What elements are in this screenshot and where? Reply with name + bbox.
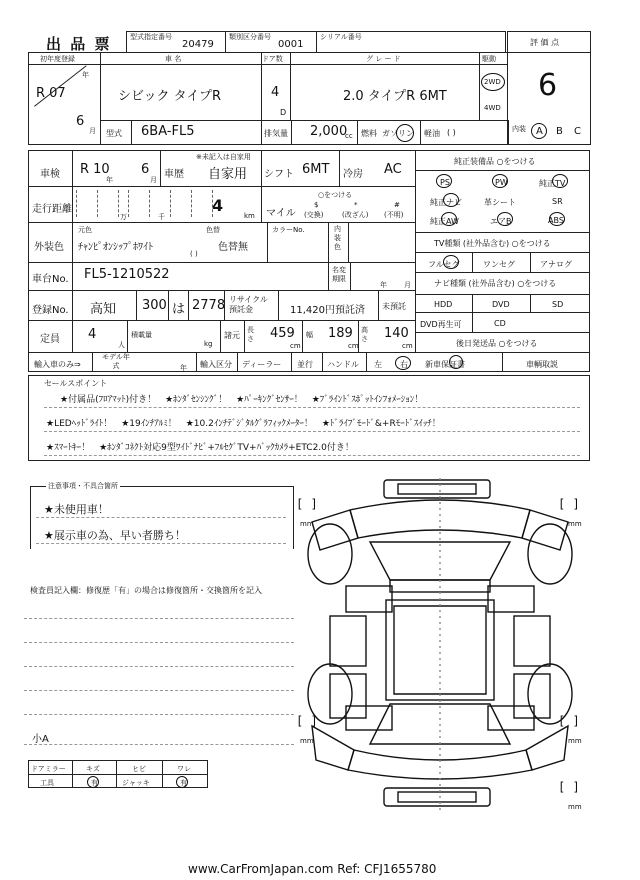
color-change: 色替無 (218, 242, 248, 253)
class-no-label: 類別区分番号 (229, 33, 271, 41)
grade-label: グ レ ー ド (366, 55, 401, 63)
shift: 6MT (302, 162, 330, 177)
score-label: 評 価 点 (530, 38, 560, 47)
form-title: 出 品 票 (46, 35, 112, 53)
car-damage-diagram (290, 470, 590, 820)
width: 189 (328, 326, 353, 341)
recycle-fee: 11,420円預託済 (290, 305, 365, 316)
serial-label: シリアル番号 (320, 33, 362, 41)
footer-watermark: www.CarFromJapan.com Ref: CFJ1655780 (188, 862, 437, 876)
sales-label: セールスポイント (44, 379, 108, 388)
first-reg-era: R 07 (36, 86, 66, 101)
later-items-label: 後日発送品 ○をつける (456, 339, 538, 348)
length: 459 (270, 326, 295, 341)
drive-2wd: 2WD (484, 78, 501, 86)
capacity: 4 (88, 327, 97, 342)
fuel-gasoline: ガソリン (382, 129, 414, 138)
original-color: ﾁｬﾝﾋﾟｵﾝｼｯﾌﾟﾎﾜｲﾄ (78, 242, 153, 253)
reg-class: 300 (142, 298, 167, 313)
doors: 4 (271, 85, 280, 100)
navi-type-label: ナビ種類 (社外品含む) ○をつける (434, 279, 557, 288)
usage: 自家用 (208, 167, 248, 182)
sales-line-1: ★付属品(ﾌﾛｱﾏｯﾄ)付き！ ★ﾎﾝﾀﾞｾﾝｼﾝｸﾞ！ ★ﾊﾟｰｷﾝｸﾞｾﾝｻｰ！ ★ﾌﾞﾗｲﾝﾄﾞｽﾎﾟｯﾄｲﾝﾌｫﾒｰｼｮﾝ！ (60, 395, 424, 405)
displacement: 2,000 (310, 124, 348, 139)
equipment-label: 純正装備品 ○をつける (454, 157, 536, 166)
sales-line-3: ★ｽﾏｰﾄｷｰ！ ★ﾎﾝﾀﾞｺﾈｸﾄ対応9型ﾜｲﾄﾞﾅﾋﾞ+ﾌﾙｾｸﾞTV+ﾊﾞｯｸｶﾒﾗ+ETC2.0付き！ (46, 443, 354, 453)
sales-line-2: ★LEDﾍｯﾄﾞﾗｲﾄ！ ★19ｲﾝﾁｱﾙﾐ！ ★10.2ｲﾝﾁﾃﾞｼﾞﾀﾙｸﾞﾗﾌｨｯｸﾒｰﾀｰ！ ★ﾄﾞﾗｲﾌﾞﾓｰﾄﾞ&+Rﾓｰﾄﾞｽｲｯﾁ！ (46, 419, 441, 429)
drive-2wd-circle (481, 73, 505, 91)
first-reg-month: 6 (76, 114, 85, 129)
model-no-label: 型式指定番号 (130, 33, 172, 41)
mileage-last-digit: 4 (212, 196, 224, 215)
note-line-1: ★未使用車！ (44, 503, 109, 516)
drive-label: 駆動 (482, 55, 496, 63)
height: 140 (384, 326, 409, 341)
reg-kana: は (172, 302, 186, 317)
inspection-month: 6 (141, 162, 150, 177)
ac: AC (384, 162, 402, 177)
car-name: シビック タイプR (118, 89, 221, 104)
car-name-label: 車 名 (165, 55, 182, 63)
reg-number: 2778 (192, 298, 226, 313)
inspector-label: 検査員記入欄：修復歴「有」の場合は修復箇所・交換箇所を記入 (30, 586, 262, 595)
reg-area: 高知 (90, 302, 117, 317)
model-no: 20479 (182, 39, 214, 50)
mileage-digits (76, 190, 231, 218)
first-reg-label: 初年度登録 (40, 55, 75, 63)
class-no: 0001 (278, 39, 304, 50)
inspection-era: R 10 (80, 162, 110, 177)
note-line-2: ★展示車の為、早い者勝ち！ (44, 529, 186, 542)
inspector-note: 小A (32, 734, 49, 745)
doors-label: ドア数 (262, 55, 283, 63)
model-type: 6BA-FL5 (141, 124, 195, 139)
chassis-number: FL5-1210522 (84, 267, 170, 282)
notes-label: 注意事項・不具合箇所 (48, 482, 118, 490)
tv-type-label: TV種類 (社外品含む) ○をつける (434, 239, 551, 248)
score-value: 6 (538, 68, 558, 103)
grade: 2.0 タイプR 6MT (343, 89, 447, 104)
drive-4wd: 4WD (484, 104, 501, 112)
